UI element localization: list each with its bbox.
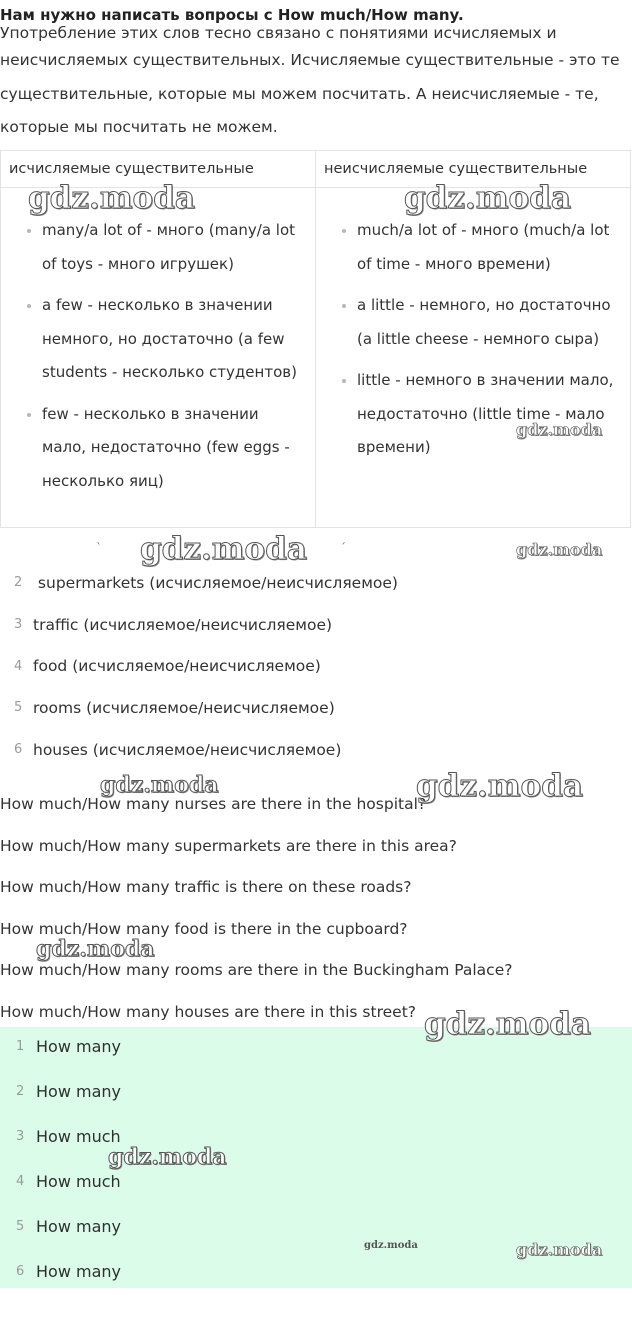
- answer-text: How many: [36, 1217, 121, 1236]
- intro-line: неисчисляемых существительных. Исчисляемые существительные - это те: [0, 51, 620, 69]
- answer-item: [0, 1114, 632, 1159]
- list-item: many/a lot of - много (many/a lot of toys - много игрушек): [1, 214, 315, 281]
- intro-line: Употребление этих слов тесно связано с понятиями исчисляемых и: [0, 24, 557, 42]
- question-line: How much/How many traffic is there on these roads?: [0, 878, 412, 897]
- question-line: How much/How many supermarkets are there in this area?: [0, 836, 457, 855]
- list-item: much/a lot of - много (much/a lot of time - много времени): [316, 214, 630, 281]
- answer-number: 1: [16, 1039, 25, 1054]
- intro-line: которые мы посчитать не можем.: [0, 118, 278, 136]
- list-item: [0, 562, 632, 604]
- item-number: 5: [14, 700, 23, 716]
- answer-text: How many: [36, 1262, 121, 1281]
- watermark: gdz.moda: [516, 420, 603, 439]
- countable-header: исчисляемые существительные: [1, 151, 315, 188]
- answer-number: 5: [16, 1219, 25, 1234]
- answer-text: How much: [36, 1127, 121, 1146]
- watermark: gdz.moda: [28, 180, 195, 216]
- questions-block: [0, 785, 632, 1035]
- answer-text: How much: [36, 1172, 121, 1191]
- item-text: supermarkets (исчисляемое/неисчисляемое): [33, 573, 398, 592]
- list-item: [0, 604, 632, 646]
- item-number: 2: [14, 575, 23, 591]
- item-text: food (исчисляемое/неисчисляемое): [33, 657, 321, 676]
- list-item: a little - немного, но достаточно (a little cheese - немного сыра): [316, 289, 630, 356]
- answer-number: 2: [16, 1084, 25, 1099]
- watermark: gdz.moda: [108, 1144, 227, 1170]
- answer-text: How many: [36, 1037, 121, 1056]
- question-line: How much/How many rooms are there in the Buckingham Palace?: [0, 961, 513, 980]
- stray-mark: `: [96, 541, 102, 555]
- watermark: gdz.moda: [100, 772, 219, 798]
- list-item: few - несколько в значении мало, недостаточно (few eggs - несколько яиц): [1, 398, 315, 499]
- intro-paragraph: [0, 24, 630, 145]
- list-item: [0, 687, 632, 729]
- watermark: gdz.moda: [36, 936, 155, 962]
- watermark: gdz.moda: [404, 180, 571, 216]
- uncountable-header: неисчисляемые существительные: [316, 151, 630, 188]
- intro-line: существительные, которые мы можем посчитать. А неисчисляемые - те,: [0, 84, 599, 103]
- item-number: 3: [14, 617, 23, 633]
- answer-item: [0, 1069, 632, 1114]
- list-item: [0, 645, 632, 687]
- item-number: 4: [14, 658, 23, 674]
- question-line: How much/How many food is there in the cupboard?: [0, 919, 408, 938]
- page-title: Нам нужно написать вопросы с How much/How many.: [0, 6, 464, 24]
- answer-number: 4: [16, 1174, 25, 1189]
- question-line: How much/How many nurses are there in the hospital?: [0, 795, 427, 813]
- item-text: rooms (исчисляемое/неисчисляемое): [33, 698, 335, 717]
- answer-number: 6: [16, 1264, 25, 1279]
- answer-text: How many: [36, 1082, 121, 1101]
- watermark: gdz.moda: [416, 768, 583, 804]
- item-text: houses (исчисляемое/неисчисляемое): [33, 740, 342, 759]
- answer-number: 3: [16, 1129, 25, 1144]
- watermark: gdz.moda: [516, 1240, 603, 1259]
- noun-list: [0, 562, 632, 770]
- watermark: gdz.moda: [364, 1240, 418, 1251]
- question-line: How much/How many houses are there in this street?: [0, 1002, 416, 1021]
- list-item: [0, 729, 632, 771]
- item-text: traffic (исчисляемое/неисчисляемое): [33, 615, 333, 634]
- list-item: little - немного в значении мало, недостаточно (little time - мало времени): [316, 364, 630, 465]
- watermark: gdz.moda: [516, 540, 603, 559]
- answer-item: [0, 1159, 632, 1204]
- watermark: gdz.moda: [140, 531, 307, 567]
- countable-list: [1, 214, 315, 506]
- list-item: a few - несколько в значении немного, но достаточно (a few students - несколько студентов): [1, 289, 315, 390]
- watermark: gdz.moda: [424, 1006, 591, 1042]
- stray-mark: ´: [340, 541, 346, 555]
- item-number: 6: [14, 742, 23, 758]
